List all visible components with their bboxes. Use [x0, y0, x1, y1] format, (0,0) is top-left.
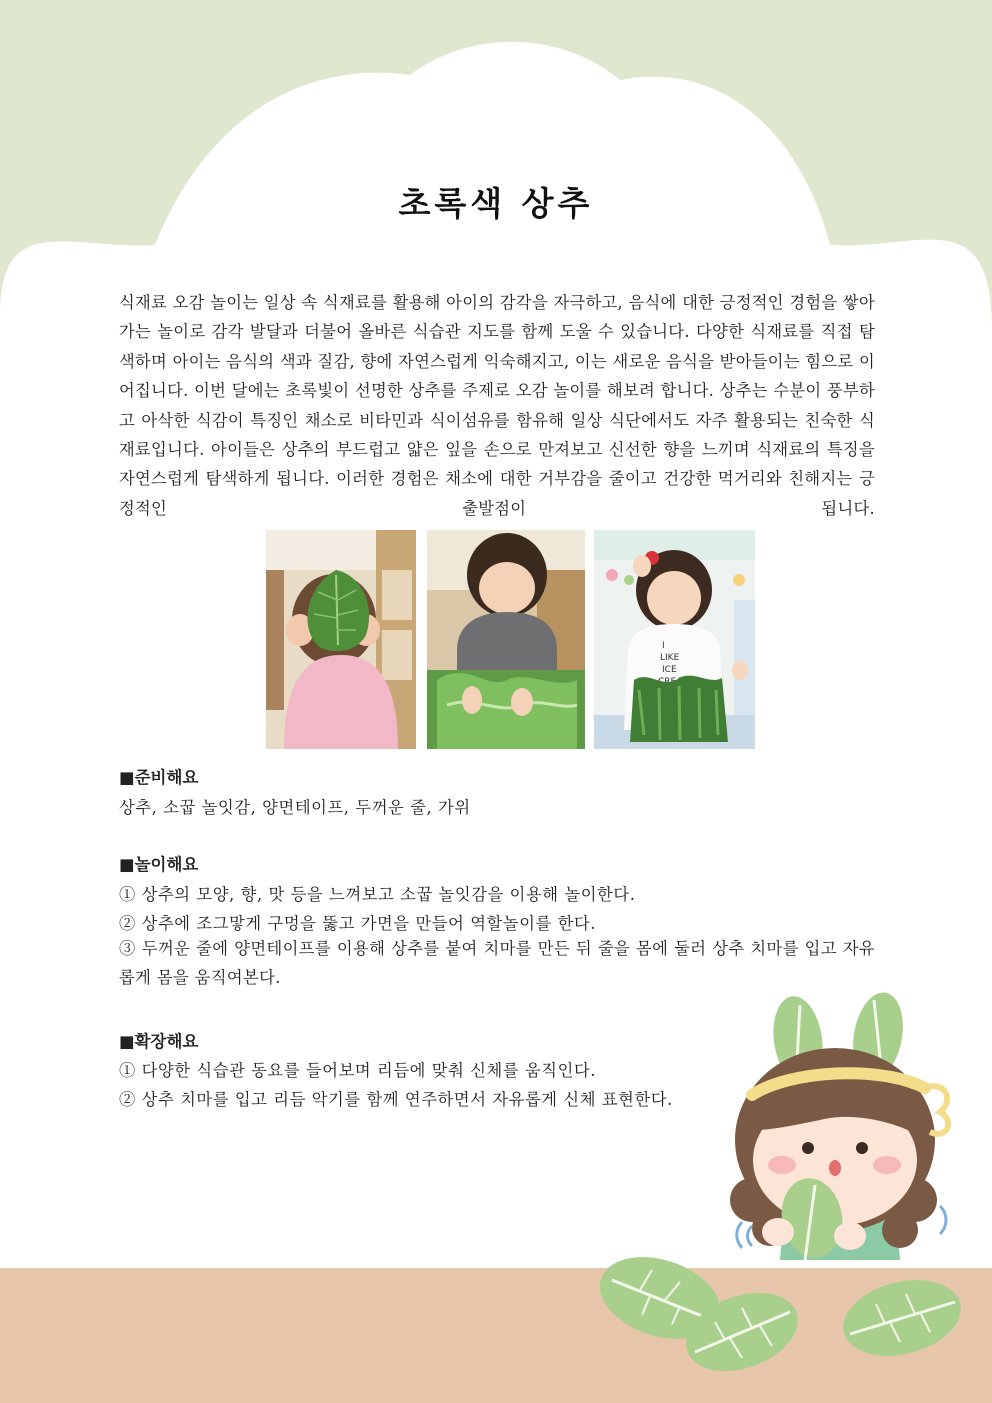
shirt-text-1: I: [662, 641, 665, 651]
play-heading: ■놀이해요: [119, 855, 199, 874]
lettuce-leaf-right-icon: [835, 1269, 969, 1368]
prepare-heading: ■준비해요: [119, 768, 199, 787]
prepare-items: 상추, 소꿉 놀잇감, 양면테이프, 두꺼운 줄, 가위: [119, 798, 471, 817]
shirt-text-2: LIKE: [660, 653, 680, 663]
intro-paragraph: 식재료 오감 놀이는 일상 속 식재료를 활용해 아이의 감각을 자극하고, 음식에 대한 긍정적인 경험을 쌓아가는 놀이로 감각 발달과 더불어 올바른 식습관 지도를 함께 도울 수 있습니다. 다양한 식재료를 직접 탐색하며 아이는 음식의 색과 질감, 향에 자연스럽게 익숙해지고, 이는 새로운 음식을 받아들이는 힘으로 이어집니다. 이번 달에는 초록빛이 선명한 상추를 주제로 오감 놀이를 해보려 합니다. 상추는 수분이 풍부하고 아삭한 식감이 특징인 채소로 비타민과 식이섬유를 함유해 일상 식단에서도 자주 활용되는 친숙한 식재료입니다. 아이들은 상추의 부드럽고 얇은 잎을 손으로 만져보고 신선한 향을 느끼며 식재료의 특징을 자연스럽게 탐색하게 됩니다. 이러한 경험은 채소에 대한 거부감을 줄이고 건강한 먹거리와 친해지는 긍정적인 출발점이 됩니다.: [119, 293, 875, 518]
play-step-1: ① 상추의 모양, 향, 맛 등을 느껴보고 소꿉 놀잇감을 이용해 놀이한다.: [119, 885, 636, 904]
extend-step-1: ① 다양한 식습관 동요를 들어보며 리듬에 맞춰 신체를 움직인다.: [119, 1061, 597, 1080]
extend-step-2: ② 상추 치마를 입고 리듬 악기를 함께 연주하면서 자유롭게 신체 표현한다.: [119, 1090, 673, 1109]
play-step-3: ③ 두꺼운 줄에 양면테이프를 이용해 상추를 붙여 치마를 만든 뒤 줄을 몸에 둘러 상추 치마를 입고 자유롭게 몸을 움직여본다.: [119, 939, 875, 987]
page-title: 초록색 상추: [398, 184, 594, 223]
shirt-text-3: ICE: [662, 665, 677, 675]
play-step-2: ② 상추에 조그맣게 구멍을 뚫고 가면을 만들어 역할놀이를 한다.: [119, 914, 597, 933]
extend-heading: ■확장해요: [119, 1032, 199, 1051]
